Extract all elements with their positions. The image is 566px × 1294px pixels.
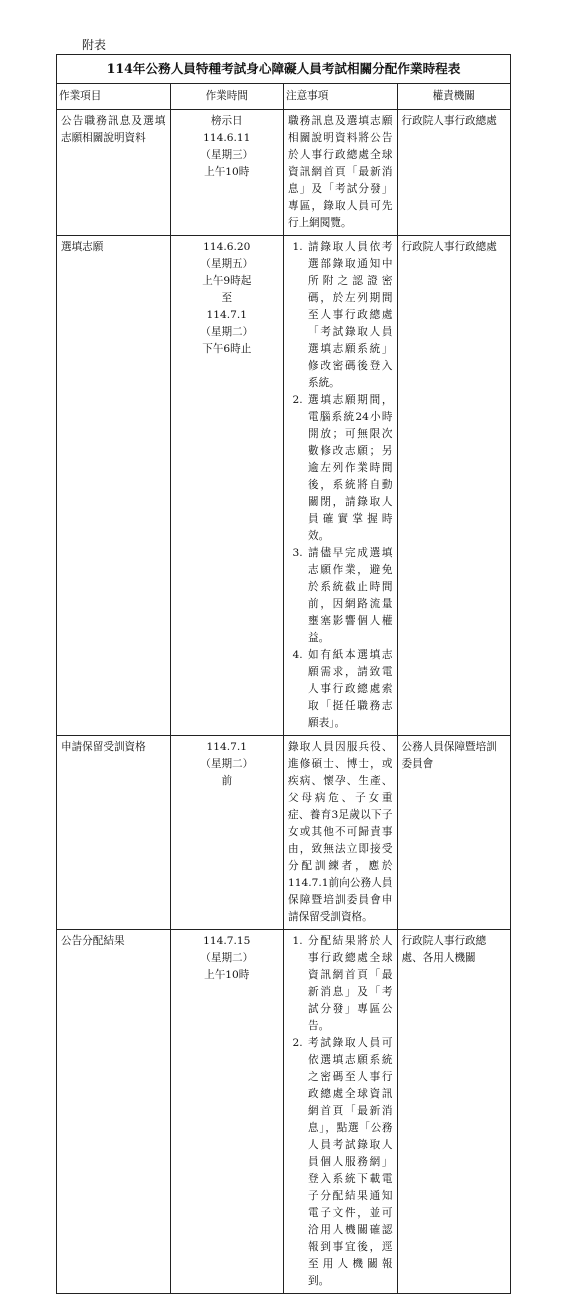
time-line: 上午10時 xyxy=(204,969,250,981)
header-time: 作業時間 xyxy=(170,84,284,110)
time-line: 下午6時止 xyxy=(202,343,252,355)
row-time xyxy=(170,736,284,930)
header-agency: 權責機關 xyxy=(397,84,511,110)
note-item: 2. 考試錄取人員可依選填志願系統之密碼至人事行政總處全球資訊網首頁「最新消息」，點選「公務人員考試錄取人員個人服務網」登入系統下載電子分配結果通知電子文件，並可洽用人機關確認報到事宜後，逕至用人機關報到。 xyxy=(306,1035,393,1290)
row-agency: 行政院人事行政總處 xyxy=(397,236,511,736)
row-time xyxy=(170,110,284,236)
header-item: 作業項目 xyxy=(57,84,171,110)
row-agency: 行政院人事行政總處 xyxy=(397,110,511,236)
row-item: 申請保留受訓資格 xyxy=(57,736,171,930)
time-line: 上午9時起 xyxy=(202,275,252,287)
row-item: 公告職務訊息及選填志願相關說明資料 xyxy=(57,110,171,236)
note-item: 2. 選填志願期間，電腦系統24小時開放；可無限次數修改志願；另逾左列作業時間後，系統將自動關閉，請錄取人員確實掌握時效。 xyxy=(306,392,393,545)
row-time xyxy=(170,930,284,1294)
table-row xyxy=(57,110,511,236)
header-notes: 注意事項 xyxy=(284,84,398,110)
note-item: 3. 請儘早完成選填志願作業，避免於系統截止時間前，因網路流量壅塞影響個人權益。 xyxy=(306,545,393,647)
time-line: 114.6.20 xyxy=(203,241,251,253)
notes-list xyxy=(288,239,393,732)
note-item: 1. 請錄取人員依考選部錄取通知中所附之認證密碼，於左列期間至人事行政總處「考試錄取人員選填志願系統」修改密碼後登入系統。 xyxy=(306,239,393,392)
table-row xyxy=(57,930,511,1294)
time-line: 114.6.11 xyxy=(203,132,251,144)
time-line: 114.7.15 xyxy=(203,935,251,947)
time-line: （星期二） xyxy=(200,326,254,338)
row-agency: 行政院人事行政總處、各用人機關 xyxy=(397,930,511,1294)
table-row xyxy=(57,736,511,930)
row-time xyxy=(170,236,284,736)
time-line: （星期二） xyxy=(200,952,254,964)
annex-label: 附表 xyxy=(82,38,107,52)
note-item: 4. 如有紙本選填志願需求，請致電人事行政總處索取「挺任職務志願表」。 xyxy=(306,647,393,732)
row-notes xyxy=(284,930,398,1294)
time-line: 榜示日 xyxy=(210,115,243,127)
row-notes xyxy=(284,236,398,736)
table-title: 114年公務人員特種考試身心障礙人員考試相關分配作業時程表 xyxy=(57,55,511,84)
time-line: 至 xyxy=(221,292,233,304)
row-notes: 錄取人員因服兵役、進修碩士、博士，或疾病、懷孕、生產、父母病危、子女重症、養育3足歲以下子女或其他不可歸責事由，致無法立即接受分配訓練者，應於114.7.1前向公務人員保障暨培訓委員會申請保留受訓資格。 xyxy=(284,736,398,930)
time-line: 上午10時 xyxy=(204,166,250,178)
time-line: （星期五） xyxy=(200,258,254,270)
header-row xyxy=(57,84,511,110)
time-line: 前 xyxy=(221,775,233,787)
schedule-table xyxy=(56,54,511,1294)
row-item: 公告分配結果 xyxy=(57,930,171,1294)
row-item: 選填志願 xyxy=(57,236,171,736)
time-line: （星期二） xyxy=(200,758,254,770)
table-row xyxy=(57,236,511,736)
notes-list xyxy=(288,933,393,1290)
title-row xyxy=(57,55,511,84)
time-line: 114.7.1 xyxy=(206,741,247,753)
time-line: 114.7.1 xyxy=(206,309,247,321)
note-item: 1. 分配結果將於人事行政總處全球資訊網首頁「最新消息」及「考試分發」專區公告。 xyxy=(306,933,393,1035)
time-line: （星期三） xyxy=(200,149,254,161)
row-agency: 公務人員保障暨培訓委員會 xyxy=(397,736,511,930)
row-notes: 職務訊息及選填志願相關說明資料將公告於人事行政總處全球資訊網首頁「最新消息」及「考試分發」專區，錄取人員可先行上網閱覽。 xyxy=(284,110,398,236)
